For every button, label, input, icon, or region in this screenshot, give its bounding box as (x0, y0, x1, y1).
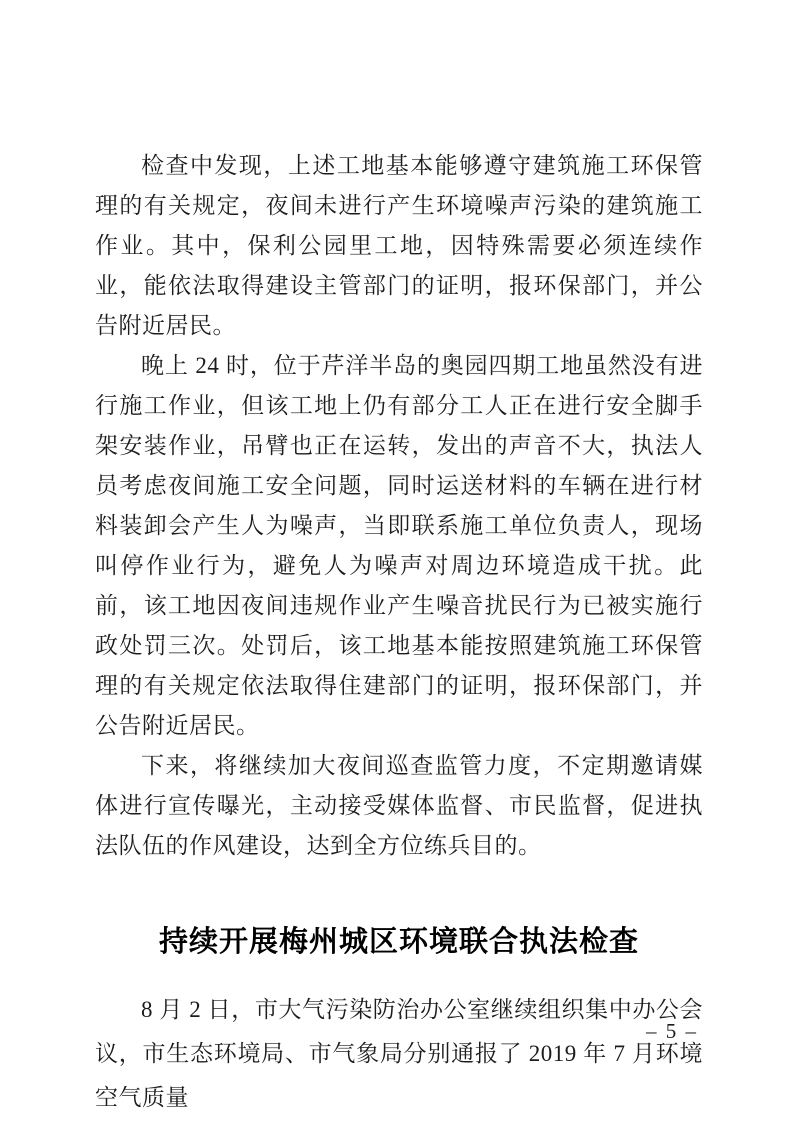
body-paragraph-3: 下来，将继续加大夜间巡查监管力度，不定期邀请媒体进行宣传曝光，主动接受媒体监督、市民监督，促进执法队伍的作风建设，达到全方位练兵目的。 (95, 753, 703, 858)
body-paragraph-1: 检查中发现，上述工地基本能够遵守建筑施工环保管理的有关规定，夜间未进行产生环境噪声污染的建筑施工作业。其中，保利公园里工地，因特殊需要必须连续作业，能依法取得建设主管部门的证明，报环保部门，并公告附近居民。 (95, 153, 703, 338)
document-content (95, 146, 703, 1120)
section-paragraph-1: 8 月 2 日，市大气污染防治办公室继续组织集中办公会议，市生态环境局、市气象局分别通报了 2019 年 7 月环境空气质量 (95, 997, 703, 1110)
page-number: – 5 – (646, 1019, 698, 1043)
body-paragraph-2: 晚上 24 时，位于芹洋半岛的奥园四期工地虽然没有进行施工作业，但该工地上仍有部分工人正在进行安全脚手架安装作业，吊臂也正在运转，发出的声音不大，执法人员考虑夜间施工安全问题，同时运送材料的车辆在进行材料装卸会产生人为噪声，当即联系施工单位负责人，现场叫停作业行为，避免人为噪声对周边环境造成干扰。此前，该工地因夜间违规作业产生噪音扰民行为已被实施行政处罚三次。处罚后，该工地基本能按照建筑施工环保管理的有关规定依法取得住建部门的证明，报环保部门，并公告附近居民。 (95, 353, 703, 738)
section-heading: 持续开展梅州城区环境联合执法检查 (158, 926, 639, 958)
